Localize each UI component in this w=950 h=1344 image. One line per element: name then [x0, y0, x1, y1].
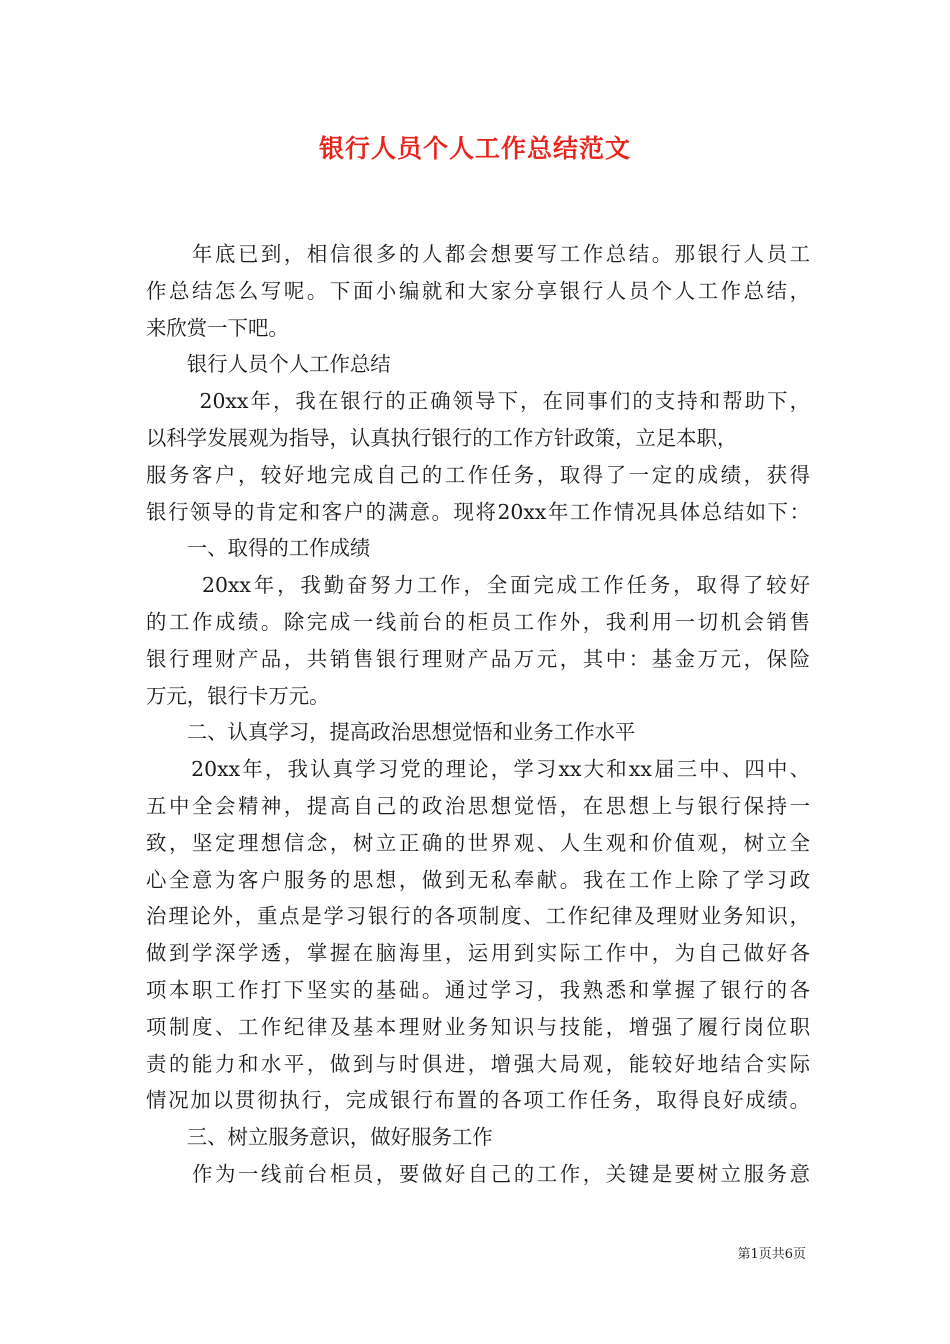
body-line: 年底已到，相信很多的人都会想要写工作总结。那银行人员工 — [146, 242, 810, 266]
body-line: 作为一线前台柜员，要做好自己的工作，关键是要树立服务意 — [146, 1161, 810, 1186]
body-line: 银行理财产品，共销售银行理财产品万元，其中：基金万元，保险 — [146, 646, 810, 671]
body-line: 情况加以贯彻执行，完成银行布置的各项工作任务，取得良好成绩。 — [146, 1088, 810, 1113]
body-line: 作总结怎么写呢。下面小编就和大家分享银行人员个人工作总结， — [146, 278, 810, 303]
body-line: 银行人员个人工作总结 — [146, 352, 391, 377]
body-line: 的工作成绩。除完成一线前台的柜员工作外，我利用一切机会销售 — [146, 609, 810, 634]
body-line: 做到学深学透，掌握在脑海里，运用到实际工作中，为自己做好各 — [146, 941, 810, 966]
body-line: 银行领导的肯定和客户的满意。现将20xx年工作情况具体总结如下： — [146, 499, 810, 524]
body-line: 五中全会精神，提高自己的政治思想觉悟，在思想上与银行保持一 — [146, 793, 810, 818]
body-line: 一、取得的工作成绩 — [146, 536, 371, 561]
body-line: 项制度、工作纪律及基本理财业务知识与技能，增强了履行岗位职 — [146, 1014, 810, 1039]
body-line: 万元，银行卡万元。 — [146, 683, 330, 708]
page-number-footer: 第1页共6页 — [737, 1247, 806, 1262]
body-line: 治理论外，重点是学习银行的各项制度、工作纪律及理财业务知识， — [146, 904, 810, 929]
document-title: 银行人员个人工作总结范文 — [318, 134, 631, 163]
body-line: 项本职工作打下坚实的基础。通过学习，我熟悉和掌握了银行的各 — [146, 977, 810, 1002]
document-body — [146, 236, 810, 1193]
body-line: 20xx年，我勤奋努力工作，全面完成工作任务，取得了较好 — [146, 573, 810, 598]
body-line: 二、认真学习，提高政治思想觉悟和业务工作水平 — [146, 720, 636, 745]
body-line: 致，坚定理想信念，树立正确的世界观、人生观和价值观，树立全 — [146, 830, 810, 855]
body-line: 心全意为客户服务的思想，做到无私奉献。我在工作上除了学习政 — [146, 867, 810, 892]
body-line: 三、树立服务意识，做好服务工作 — [146, 1125, 493, 1150]
body-line: 以科学发展观为指导，认真执行银行的工作方针政策，立足本职， — [146, 425, 738, 450]
body-line: 责的能力和水平，做到与时俱进，增强大局观，能较好地结合实际 — [146, 1051, 810, 1076]
body-line: 来欣赏一下吧。 — [146, 315, 289, 340]
body-line: 服务客户，较好地完成自己的工作任务，取得了一定的成绩，获得 — [146, 462, 810, 487]
body-line: 20xx年，我在银行的正确领导下，在同事们的支持和帮助下， — [146, 389, 810, 414]
body-line: 20xx年，我认真学习党的理论，学习xx大和xx届三中、四中、 — [146, 757, 810, 782]
